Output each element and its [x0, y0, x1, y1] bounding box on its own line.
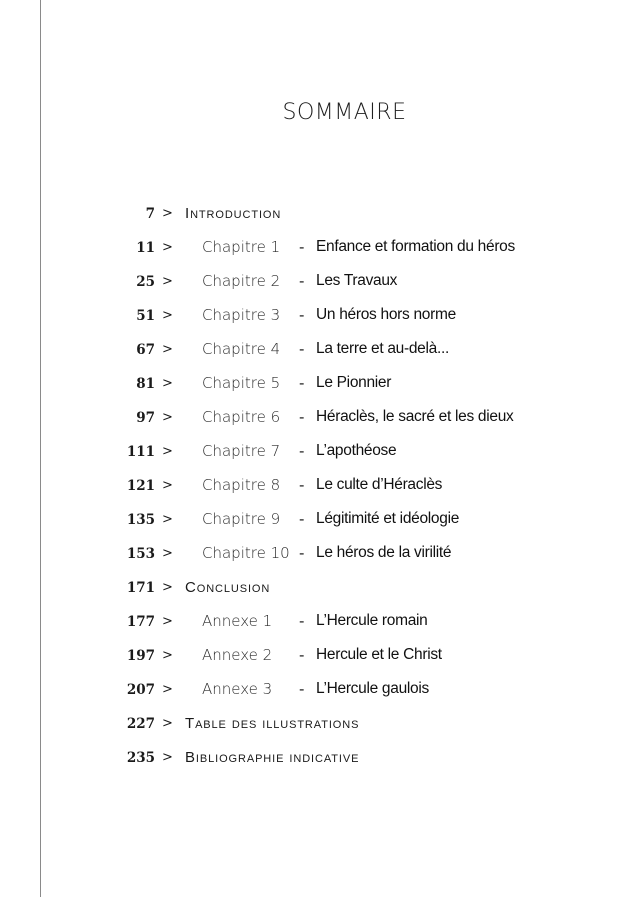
toc-entry-table-des-illustrations[interactable] — [0, 709, 644, 743]
arrow-icon: > — [162, 206, 173, 221]
page-number: 171 — [126, 580, 155, 596]
dash-separator: - — [299, 646, 305, 664]
chapter-label: Chapitre 8 — [202, 476, 281, 494]
chapter-label: Chapitre 3 — [202, 306, 281, 324]
arrow-icon: > — [162, 580, 173, 595]
dash-separator: - — [299, 544, 305, 562]
dash-separator: - — [299, 510, 305, 528]
toc-entry-chapitre-10[interactable] — [0, 539, 644, 573]
toc-entry-chapitre-2[interactable] — [0, 267, 644, 301]
toc-entry-chapitre-1[interactable] — [0, 233, 644, 267]
arrow-icon: > — [162, 546, 173, 561]
section-title: Table des illustrations — [185, 715, 360, 732]
chapter-label: Chapitre 9 — [202, 510, 281, 528]
arrow-icon: > — [162, 716, 173, 731]
arrow-icon: > — [162, 682, 173, 697]
annex-label: Annexe 1 — [202, 612, 273, 630]
toc-entry-chapitre-8[interactable] — [0, 471, 644, 505]
chapter-title: Un héros hors norme — [316, 306, 456, 323]
toc-entry-chapitre-3[interactable] — [0, 301, 644, 335]
arrow-icon: > — [162, 648, 173, 663]
dash-separator: - — [299, 680, 305, 698]
chapter-label: Chapitre 1 — [202, 238, 281, 256]
section-title: Bibliographie indicative — [185, 749, 360, 766]
page-number: 51 — [136, 308, 155, 324]
arrow-icon: > — [162, 240, 173, 255]
page-number: 227 — [126, 716, 155, 732]
toc-entry-chapitre-4[interactable] — [0, 335, 644, 369]
page-number: 135 — [126, 512, 155, 528]
annex-title: L’Hercule romain — [316, 612, 428, 629]
chapter-title: Enfance et formation du héros — [316, 238, 515, 255]
toc-entry-annexe-1[interactable] — [0, 607, 644, 641]
arrow-icon: > — [162, 308, 173, 323]
chapter-title: Le Pionnier — [316, 374, 392, 391]
chapter-title: Légitimité et idéologie — [316, 510, 460, 527]
toc-entry-introduction[interactable] — [0, 199, 644, 233]
chapter-title: L’apothéose — [316, 442, 397, 459]
annex-title: Hercule et le Christ — [316, 646, 442, 663]
arrow-icon: > — [162, 444, 173, 459]
toc-entry-annexe-3[interactable] — [0, 675, 644, 709]
page-number: 25 — [136, 274, 155, 290]
page-number: 197 — [126, 648, 155, 664]
toc-entry-conclusion[interactable] — [0, 573, 644, 607]
chapter-label: Chapitre 5 — [202, 374, 281, 392]
chapter-title: Héraclès, le sacré et les dieux — [316, 408, 514, 425]
page-number: 177 — [126, 614, 155, 630]
page-title: SOMMAIRE — [282, 100, 407, 125]
toc-entry-chapitre-5[interactable] — [0, 369, 644, 403]
page-number: 121 — [126, 478, 155, 494]
arrow-icon: > — [162, 342, 173, 357]
page-number: 235 — [126, 750, 155, 766]
page-number: 111 — [126, 444, 155, 460]
chapter-title: Le culte d’Héraclès — [316, 476, 443, 493]
annex-title: L’Hercule gaulois — [316, 680, 429, 697]
dash-separator: - — [299, 442, 305, 460]
chapter-label: Chapitre 4 — [202, 340, 281, 358]
arrow-icon: > — [162, 614, 173, 629]
dash-separator: - — [299, 612, 305, 630]
arrow-icon: > — [162, 750, 173, 765]
dash-separator: - — [299, 238, 305, 256]
arrow-icon: > — [162, 512, 173, 527]
chapter-title: Les Travaux — [316, 272, 398, 289]
page-number: 67 — [136, 342, 155, 358]
chapter-label: Chapitre 2 — [202, 272, 281, 290]
toc-entry-chapitre-7[interactable] — [0, 437, 644, 471]
section-title: Introduction — [185, 205, 282, 222]
dash-separator: - — [299, 306, 305, 324]
arrow-icon: > — [162, 478, 173, 493]
chapter-label: Chapitre 10 — [202, 544, 290, 562]
toc-entry-bibliographie[interactable] — [0, 743, 644, 777]
chapter-label: Chapitre 6 — [202, 408, 281, 426]
page-number: 11 — [136, 240, 155, 256]
toc-entry-chapitre-9[interactable] — [0, 505, 644, 539]
arrow-icon: > — [162, 274, 173, 289]
annex-label: Annexe 2 — [202, 646, 273, 664]
page-number: 153 — [126, 546, 155, 562]
dash-separator: - — [299, 408, 305, 426]
dash-separator: - — [299, 476, 305, 494]
page-number: 207 — [126, 682, 155, 698]
section-title: Conclusion — [185, 579, 271, 596]
page-number: 7 — [145, 206, 155, 222]
chapter-title: Le héros de la virilité — [316, 544, 452, 561]
arrow-icon: > — [162, 410, 173, 425]
arrow-icon: > — [162, 376, 173, 391]
dash-separator: - — [299, 374, 305, 392]
page-number: 97 — [136, 410, 155, 426]
dash-separator: - — [299, 340, 305, 358]
toc-entry-annexe-2[interactable] — [0, 641, 644, 675]
chapter-label: Chapitre 7 — [202, 442, 281, 460]
table-of-contents — [0, 199, 644, 779]
dash-separator: - — [299, 272, 305, 290]
toc-entry-chapitre-6[interactable] — [0, 403, 644, 437]
page-number: 81 — [136, 376, 155, 392]
annex-label: Annexe 3 — [202, 680, 273, 698]
chapter-title: La terre et au-delà... — [316, 340, 449, 357]
